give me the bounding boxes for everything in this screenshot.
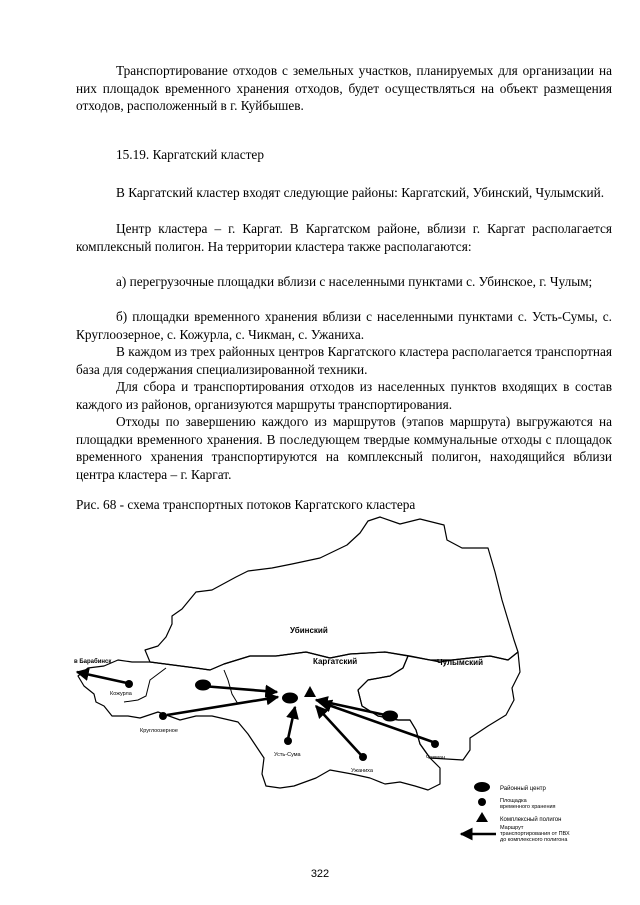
route-arrow-barabinsk — [77, 672, 127, 683]
district-center-kargat — [282, 693, 298, 704]
settlement-label-krugloozernoe: Круглоозерное — [140, 728, 178, 734]
chulymsky-district-boundary — [358, 652, 520, 760]
paragraph-item-a: а) перегрузочные площадки вблизи с населенными пунктами с. Убинское, г. Чулым; — [116, 274, 593, 289]
kargatsky-district-boundary — [78, 652, 440, 790]
route-arrow-krugloozernoe — [167, 697, 278, 715]
settlement-label-chikman: Чикман — [426, 755, 446, 761]
legend-triangle-icon — [476, 812, 488, 822]
settlement-label-kozhurla: Кожурла — [110, 691, 132, 697]
paragraph-unloading: Отходы по завершению каждого из маршрутов (этапов маршрута) выгружаются на площадки временного хранения. В последующем твердые коммунальные отходы с площадок временного хранения транспортируются на комплексный полигон, находящийся вблизи центра кластера – г. Каргат. — [76, 414, 612, 482]
site-ust-suma — [284, 737, 292, 745]
district-center-ubinskoe — [195, 680, 211, 691]
map-legend — [461, 782, 571, 843]
settlement-label-barabinsk: в Барабинск — [74, 659, 112, 665]
legend-label-landfill: Комплексный полигон — [500, 817, 562, 823]
section-heading: 15.19. Каргатский кластер — [116, 147, 264, 162]
legend-label-storage-site: Площадка временного хранения — [500, 798, 556, 810]
site-krugloozernoe — [159, 712, 167, 720]
settlement-label-ust-suma: Усть-Сума — [274, 752, 301, 758]
district-label-chulymsky: Чулымский — [437, 658, 483, 667]
district-label-kargatsky: Каргатский — [313, 657, 358, 666]
site-chikman — [431, 740, 439, 748]
paragraph-item-b: б) площадки временного хранения вблизи с населенными пунктами с. Усть-Сумы, с. Круглоозерное, с. Кожурла, с. Чикман, с. Ужаниха. — [76, 309, 612, 342]
complex-landfill-icon — [304, 686, 316, 697]
legend-large-dot-icon — [474, 782, 490, 792]
district-label-ubinsky: Убинский — [290, 626, 328, 635]
district-center-chulym — [382, 711, 398, 722]
legend-small-dot-icon — [478, 798, 486, 806]
ubinsky-district-boundary — [145, 517, 518, 670]
settlement-label-uzhanikha: Ужаниха — [351, 768, 373, 774]
legend-label-district-center: Районный центр — [500, 786, 546, 792]
site-uzhanikha — [359, 753, 367, 761]
paragraph-districts: В Каргатский кластер входят следующие районы: Каргатский, Убинский, Чулымский. — [116, 185, 605, 200]
intro-paragraph: Транспортирование отходов с земельных участков, планируемых для организации на них площадок временного хранения отходов, будет осуществляться на объект размещения отходов, расположенный в г. Куйбышев. — [76, 63, 612, 114]
route-arrow-chikman — [320, 702, 433, 742]
figure-caption: Рис. 68 - схема транспортных потоков Каргатского кластера — [76, 497, 416, 512]
route-arrow-ust-suma — [288, 707, 295, 739]
route-arrow-ubinskoe — [202, 686, 277, 692]
paragraph-center: Центр кластера – г. Каргат. В Каргатском районе, вблизи г. Каргат располагается комплексный полигон. На территории кластера также располагаются: — [76, 221, 612, 254]
paragraph-transport-base: В каждом из трех районных центров Каргатского кластера располагается транспортная база для содержания специализированной техники. — [76, 344, 612, 377]
page-number: 322 — [310, 868, 330, 880]
legend-label-route: Маршрут транспортирования от ПВХ до комплексного полигона — [500, 825, 570, 843]
paragraph-routes: Для сбора и транспортирования отходов из населенных пунктов входящих в состав каждого из районов, организуются маршруты транспортирования. — [76, 379, 612, 412]
site-kozhurla — [125, 680, 133, 688]
